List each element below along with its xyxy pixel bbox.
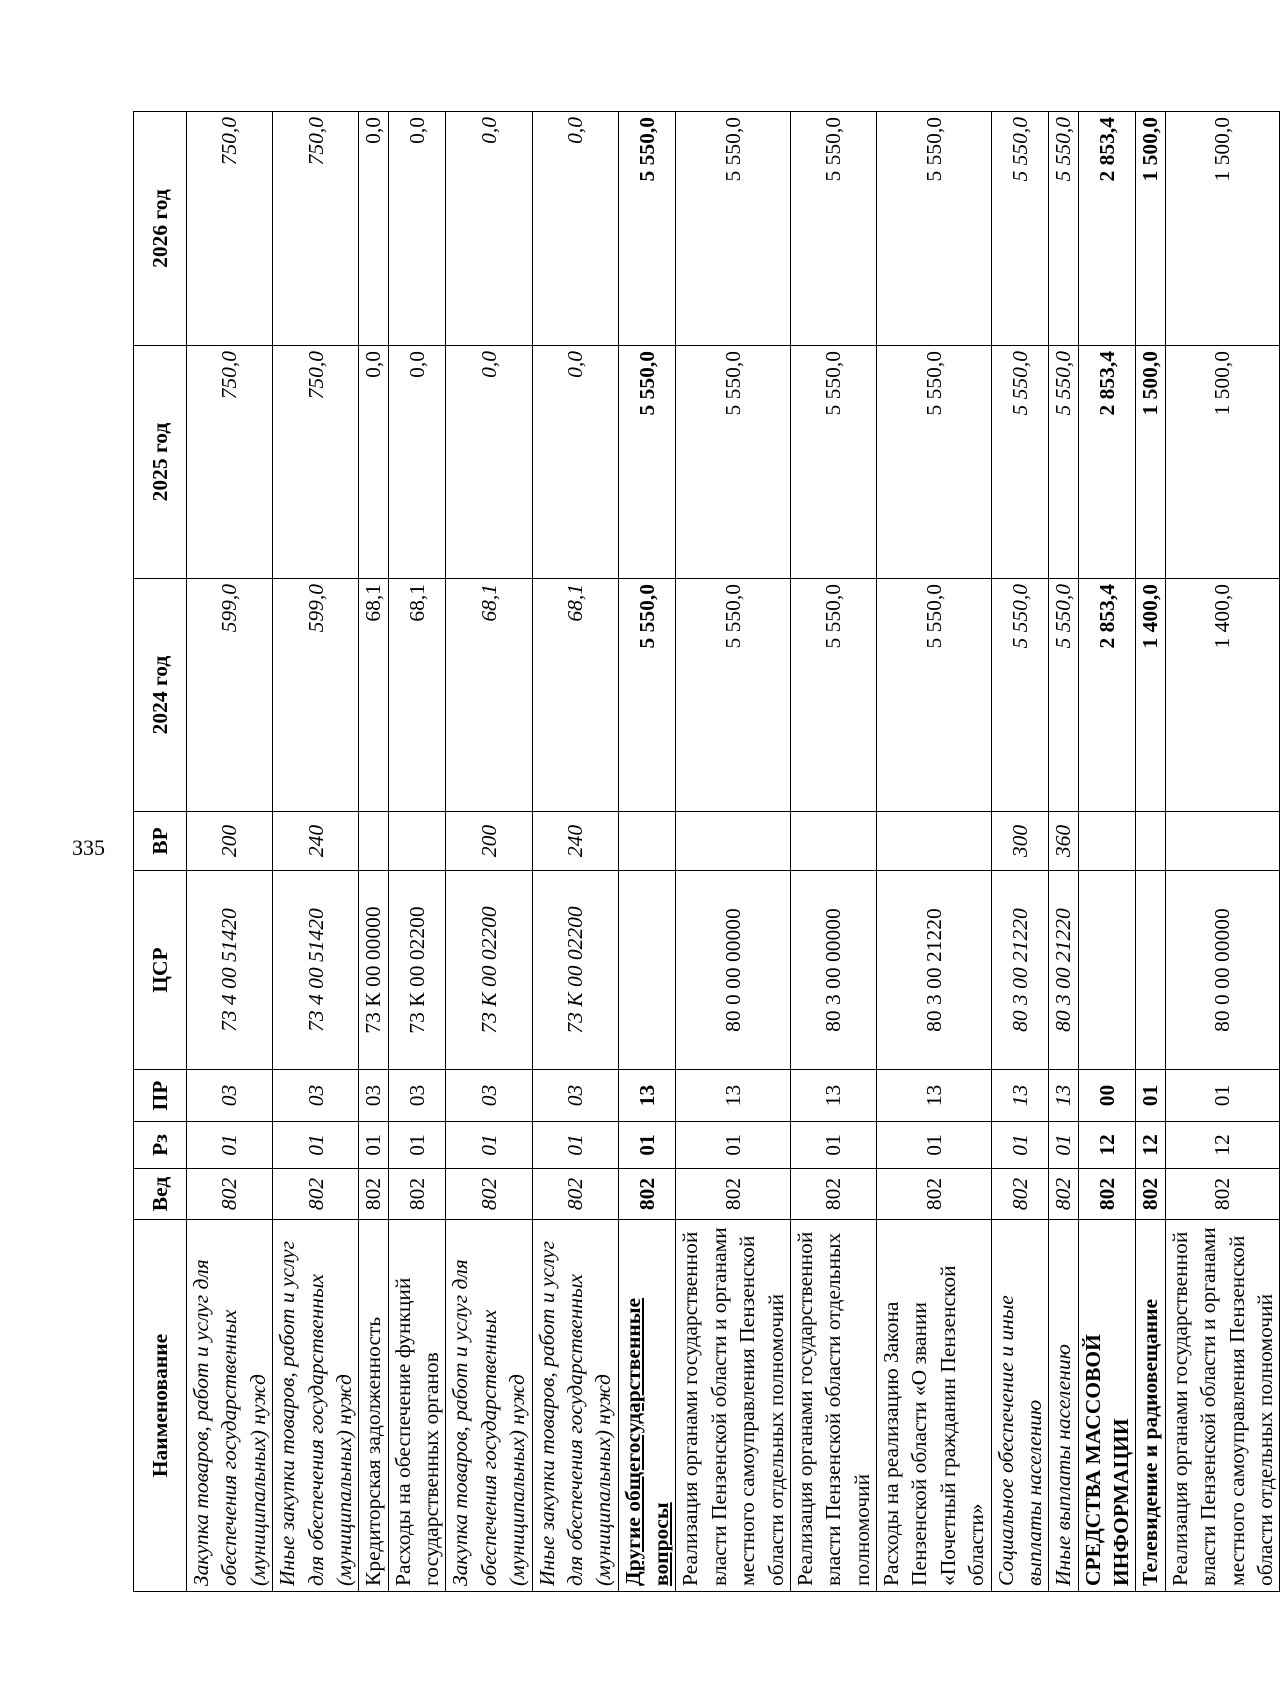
cell-ved: 802 (877, 1169, 992, 1220)
budget-table-rotated (133, 112, 1277, 1592)
cell-2026: 5 550,0 (790, 112, 876, 346)
cell-pr: 13 (991, 1070, 1049, 1122)
cell-2026: 0,0 (359, 112, 388, 346)
cell-pr: 03 (388, 1070, 446, 1122)
cell-name: Иные выплаты населению (1049, 1220, 1078, 1592)
cell-rz: 01 (388, 1122, 446, 1169)
table-row (273, 112, 359, 1592)
cell-2024: 5 550,0 (790, 579, 876, 812)
cell-2026: 0,0 (446, 112, 532, 346)
cell-pr: 13 (618, 1070, 676, 1122)
cell-vr: 360 (1049, 812, 1078, 871)
cell-rz: 12 (1165, 1122, 1280, 1169)
cell-2026: 5 550,0 (1049, 112, 1078, 346)
page-number: 335 (72, 835, 105, 860)
cell-2024: 599,0 (187, 579, 273, 812)
cell-2025: 5 550,0 (676, 346, 791, 579)
cell-rz: 01 (877, 1122, 992, 1169)
cell-pr: 13 (676, 1070, 791, 1122)
cell-rz: 01 (187, 1122, 273, 1169)
cell-ved: 802 (1078, 1169, 1136, 1220)
header-vr: ВР (134, 812, 187, 871)
cell-2025: 5 550,0 (991, 346, 1049, 579)
cell-vr (359, 812, 388, 871)
cell-ved: 802 (618, 1169, 676, 1220)
cell-pr: 00 (1078, 1070, 1136, 1122)
table-row (359, 112, 388, 1592)
cell-csr: 73 К 00 00000 (359, 871, 388, 1070)
cell-pr: 03 (273, 1070, 359, 1122)
cell-2025: 0,0 (359, 346, 388, 579)
cell-rz: 01 (1049, 1122, 1078, 1169)
cell-ved: 802 (676, 1169, 791, 1220)
cell-2025: 0,0 (532, 346, 618, 579)
cell-ved: 802 (1136, 1169, 1165, 1220)
cell-pr: 03 (446, 1070, 532, 1122)
cell-rz: 12 (1078, 1122, 1136, 1169)
table-row (877, 112, 992, 1592)
cell-pr: 13 (1049, 1070, 1078, 1122)
header-pr: ПР (134, 1070, 187, 1122)
cell-ved: 802 (359, 1169, 388, 1220)
cell-2024: 5 550,0 (991, 579, 1049, 812)
cell-vr (877, 812, 992, 871)
cell-rz: 01 (532, 1122, 618, 1169)
header-ved: Вед (134, 1169, 187, 1220)
cell-csr (1078, 871, 1136, 1070)
cell-ved: 802 (1049, 1169, 1078, 1220)
cell-2025: 5 550,0 (618, 346, 676, 579)
cell-ved: 802 (388, 1169, 446, 1220)
cell-2026: 5 550,0 (676, 112, 791, 346)
cell-ved: 802 (1165, 1169, 1280, 1220)
cell-csr: 80 0 00 00000 (676, 871, 791, 1070)
cell-name: Расходы на обеспечение функций государственных органов (388, 1220, 446, 1592)
table-row (446, 112, 532, 1592)
table-row (618, 112, 676, 1592)
cell-2025: 1 500,0 (1165, 346, 1280, 579)
cell-ved: 802 (273, 1169, 359, 1220)
cell-2024: 5 550,0 (676, 579, 791, 812)
cell-vr (790, 812, 876, 871)
cell-2026: 1 500,0 (1165, 112, 1280, 346)
cell-name: Расходы на реализацию Закона Пензенской области «О звании «Почетный гражданин Пензенской области» (877, 1220, 992, 1592)
cell-name: Закупка товаров, работ и услуг для обеспечения государственных (муниципальных) нужд (187, 1220, 273, 1592)
cell-2025: 0,0 (446, 346, 532, 579)
cell-vr: 240 (532, 812, 618, 871)
cell-2026: 1 500,0 (1136, 112, 1165, 346)
cell-ved: 802 (790, 1169, 876, 1220)
cell-ved: 802 (446, 1169, 532, 1220)
cell-2025: 2 853,4 (1078, 346, 1136, 579)
cell-pr: 13 (790, 1070, 876, 1122)
cell-2026: 5 550,0 (877, 112, 992, 346)
cell-ved: 802 (991, 1169, 1049, 1220)
cell-2024: 68,1 (359, 579, 388, 812)
cell-2025: 750,0 (273, 346, 359, 579)
table-row (1165, 112, 1280, 1592)
cell-csr: 80 0 00 00000 (1165, 871, 1280, 1070)
table-row (991, 112, 1049, 1592)
cell-2026: 0,0 (388, 112, 446, 346)
cell-2024: 5 550,0 (1049, 579, 1078, 812)
table-row (676, 112, 791, 1592)
cell-2025: 5 550,0 (1049, 346, 1078, 579)
budget-table (133, 111, 1280, 1592)
cell-2025: 750,0 (187, 346, 273, 579)
cell-ved: 802 (187, 1169, 273, 1220)
cell-name: Телевидение и радиовещание (1136, 1220, 1165, 1592)
cell-2024: 68,1 (388, 579, 446, 812)
cell-vr (1165, 812, 1280, 871)
cell-csr: 80 3 00 00000 (790, 871, 876, 1070)
header-name: Наименование (134, 1220, 187, 1592)
cell-vr: 240 (273, 812, 359, 871)
cell-csr (1136, 871, 1165, 1070)
cell-pr: 03 (532, 1070, 618, 1122)
cell-2026: 2 853,4 (1078, 112, 1136, 346)
cell-name: Иные закупки товаров, работ и услуг для обеспечения государственных (муниципальных) нужд (273, 1220, 359, 1592)
table-row (1049, 112, 1078, 1592)
cell-2026: 750,0 (273, 112, 359, 346)
cell-name: Другие общегосударственные вопросы (618, 1220, 676, 1592)
table-row (1078, 112, 1136, 1592)
table-row (1136, 112, 1165, 1592)
cell-2025: 5 550,0 (790, 346, 876, 579)
cell-2026: 5 550,0 (991, 112, 1049, 346)
cell-pr: 01 (1165, 1070, 1280, 1122)
cell-2026: 5 550,0 (618, 112, 676, 346)
cell-vr (388, 812, 446, 871)
cell-vr (1136, 812, 1165, 871)
cell-2025: 0,0 (388, 346, 446, 579)
cell-2026: 750,0 (187, 112, 273, 346)
cell-2024: 1 400,0 (1165, 579, 1280, 812)
cell-rz: 01 (676, 1122, 791, 1169)
cell-2024: 599,0 (273, 579, 359, 812)
cell-name: Закупка товаров, работ и услуг для обеспечения государственных (муниципальных) нужд (446, 1220, 532, 1592)
cell-csr: 73 4 00 51420 (273, 871, 359, 1070)
header-2024: 2024 год (134, 579, 187, 812)
cell-vr (676, 812, 791, 871)
cell-rz: 01 (273, 1122, 359, 1169)
cell-pr: 01 (1136, 1070, 1165, 1122)
cell-csr (618, 871, 676, 1070)
header-rz: Рз (134, 1122, 187, 1169)
cell-rz: 12 (1136, 1122, 1165, 1169)
cell-csr: 80 3 00 21220 (991, 871, 1049, 1070)
cell-name: Реализация органами государственной власти Пензенской области и органами местного самоуправления Пензенской области отдельных полномочий (1165, 1220, 1280, 1592)
cell-csr: 73 К 00 02200 (388, 871, 446, 1070)
cell-name: Иные закупки товаров, работ и услуг для обеспечения государственных (муниципальных) нужд (532, 1220, 618, 1592)
cell-csr: 80 3 00 21220 (877, 871, 992, 1070)
cell-2024: 1 400,0 (1136, 579, 1165, 812)
cell-vr (618, 812, 676, 871)
cell-2024: 68,1 (446, 579, 532, 812)
cell-csr: 73 К 00 02200 (446, 871, 532, 1070)
table-row (790, 112, 876, 1592)
cell-vr: 300 (991, 812, 1049, 871)
cell-pr: 13 (877, 1070, 992, 1122)
header-2025: 2025 год (134, 346, 187, 579)
cell-rz: 01 (991, 1122, 1049, 1169)
table-row (532, 112, 618, 1592)
cell-rz: 01 (359, 1122, 388, 1169)
cell-name: СРЕДСТВА МАССОВОЙ ИНФОРМАЦИИ (1078, 1220, 1136, 1592)
cell-name: Кредиторская задолженность (359, 1220, 388, 1592)
header-2026: 2026 год (134, 112, 187, 346)
table-row (388, 112, 446, 1592)
cell-2024: 68,1 (532, 579, 618, 812)
table-row (187, 112, 273, 1592)
cell-vr (1078, 812, 1136, 871)
cell-2024: 2 853,4 (1078, 579, 1136, 812)
cell-2025: 5 550,0 (877, 346, 992, 579)
cell-csr: 80 3 00 21220 (1049, 871, 1078, 1070)
cell-rz: 01 (446, 1122, 532, 1169)
cell-name: Реализация органами государственной власти Пензенской области и органами местного самоуправления Пензенской области отдельных полномочий (676, 1220, 791, 1592)
cell-pr: 03 (359, 1070, 388, 1122)
cell-ved: 802 (532, 1169, 618, 1220)
cell-2024: 5 550,0 (618, 579, 676, 812)
cell-name: Реализация органами государственной власти Пензенской области отдельных полномочий (790, 1220, 876, 1592)
cell-name: Социальное обеспечение и иные выплаты населению (991, 1220, 1049, 1592)
table-header-row (134, 112, 187, 1592)
cell-csr: 73 К 00 02200 (532, 871, 618, 1070)
cell-2025: 1 500,0 (1136, 346, 1165, 579)
cell-vr: 200 (446, 812, 532, 871)
cell-2026: 0,0 (532, 112, 618, 346)
cell-rz: 01 (790, 1122, 876, 1169)
cell-rz: 01 (618, 1122, 676, 1169)
cell-vr: 200 (187, 812, 273, 871)
cell-pr: 03 (187, 1070, 273, 1122)
cell-csr: 73 4 00 51420 (187, 871, 273, 1070)
header-csr: ЦСР (134, 871, 187, 1070)
cell-2024: 5 550,0 (877, 579, 992, 812)
